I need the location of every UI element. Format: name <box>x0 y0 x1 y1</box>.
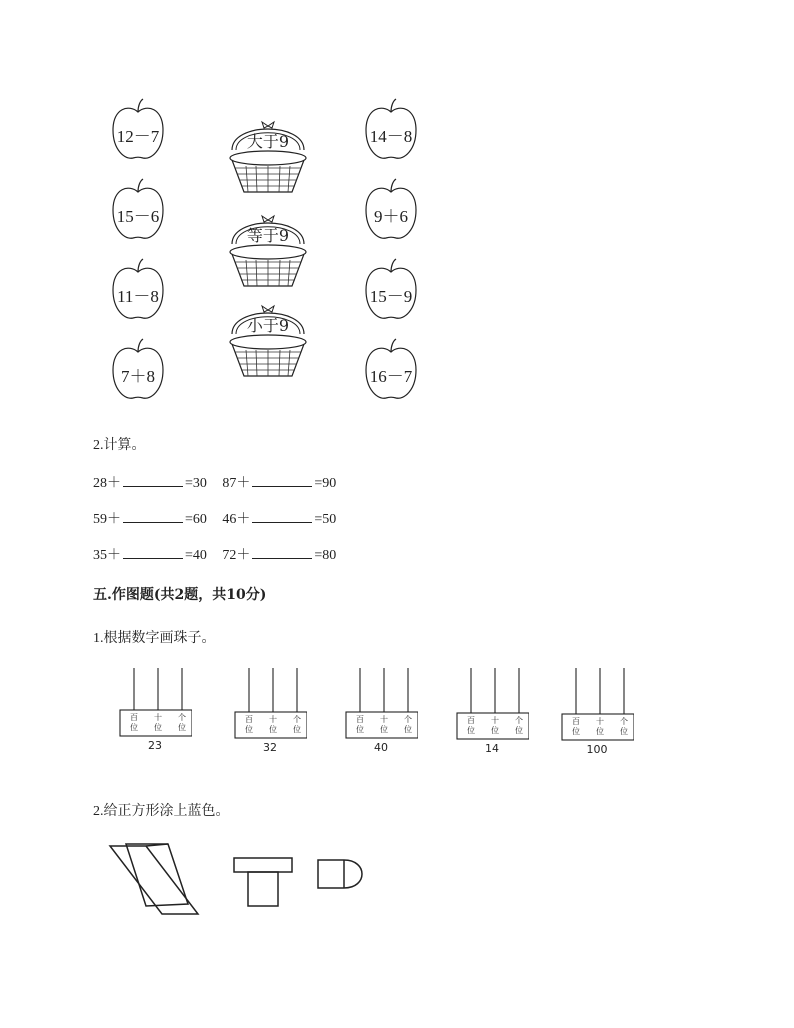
answer-blank[interactable] <box>252 474 312 487</box>
apple-expression: 7＋8 <box>121 367 155 386</box>
abacus-number: 23 <box>148 739 162 752</box>
calc-term: 28＋ <box>93 476 121 491</box>
place-label-ones: 个 位 <box>293 715 301 734</box>
t-shape <box>234 858 292 906</box>
basket-label: 大于9 <box>246 132 290 151</box>
calc-row-3 <box>93 544 336 564</box>
draw-question-2: 2.给正方形涂上蓝色。 <box>93 804 230 819</box>
answer-blank[interactable] <box>252 510 312 523</box>
abacus-number: 40 <box>374 741 388 754</box>
apple-expression: 15－6 <box>116 207 160 226</box>
apple-right-1 <box>362 98 420 164</box>
abacus-14 <box>455 666 529 766</box>
apple-right-4 <box>362 338 420 404</box>
abacus-number: 100 <box>586 743 608 756</box>
calc-result: =50 <box>314 512 337 527</box>
abacus-number: 32 <box>263 741 277 754</box>
apple-expression: 11－8 <box>117 287 159 306</box>
parallelogram-shape <box>110 844 198 914</box>
calc-row-2 <box>93 508 336 528</box>
place-label-ones: 个 位 <box>404 715 412 734</box>
d-shape <box>318 860 362 888</box>
basket-label: 等于9 <box>246 226 290 245</box>
answer-blank[interactable] <box>252 546 312 559</box>
calc-result: =90 <box>314 476 337 491</box>
apple-right-2 <box>362 178 420 244</box>
abacus-number: 14 <box>485 742 499 755</box>
basket-equal <box>226 208 310 290</box>
abacus-32 <box>233 666 307 766</box>
calc-result: =30 <box>185 476 207 491</box>
apple-expression: 15－9 <box>369 287 413 306</box>
place-label-tens: 十 位 <box>596 717 604 736</box>
draw-question-1: 1.根据数字画珠子。 <box>93 631 216 646</box>
calc-result: =80 <box>314 548 337 563</box>
abacus-23 <box>118 666 192 766</box>
answer-blank[interactable] <box>123 474 183 487</box>
place-label-tens: 十 位 <box>491 716 499 735</box>
calc-result: =40 <box>185 548 207 563</box>
place-label-hundreds: 百 位 <box>356 715 364 734</box>
answer-blank[interactable] <box>123 546 183 559</box>
apple-right-3 <box>362 258 420 324</box>
apple-expression: 16－7 <box>369 367 413 386</box>
basket-greater <box>226 114 310 196</box>
apple-left-1 <box>109 98 167 164</box>
question-2-title: 2.计算。 <box>93 438 146 453</box>
calc-term: 72＋ <box>222 548 251 563</box>
place-label-ones: 个 位 <box>515 716 523 735</box>
calc-term: 87＋ <box>222 476 251 491</box>
place-label-tens: 十 位 <box>380 715 388 734</box>
calc-term: 59＋ <box>93 512 121 527</box>
place-label-hundreds: 百 位 <box>572 717 580 736</box>
calc-row-1 <box>93 472 336 492</box>
calc-result: =60 <box>185 512 207 527</box>
apple-expression: 9＋6 <box>374 207 408 226</box>
abacus-40 <box>344 666 418 766</box>
place-label-hundreds: 百 位 <box>245 715 253 734</box>
place-label-hundreds: 百 位 <box>467 716 475 735</box>
abacus-100 <box>560 666 634 766</box>
shapes-figure <box>106 840 376 925</box>
basket-label: 小于9 <box>246 316 290 335</box>
basket-less <box>226 298 310 380</box>
place-label-hundreds: 百 位 <box>130 713 138 732</box>
place-label-tens: 十 位 <box>269 715 277 734</box>
apple-left-2 <box>109 178 167 244</box>
apple-expression: 12－7 <box>116 127 160 146</box>
section-5-title: 五.作图题(共2题，共10分) <box>93 587 267 603</box>
apple-left-3 <box>109 258 167 324</box>
place-label-ones: 个 位 <box>620 717 628 736</box>
place-label-ones: 个 位 <box>178 713 186 732</box>
apple-left-4 <box>109 338 167 404</box>
calc-term: 35＋ <box>93 548 121 563</box>
answer-blank[interactable] <box>123 510 183 523</box>
calc-term: 46＋ <box>222 512 251 527</box>
apple-expression: 14－8 <box>369 127 413 146</box>
place-label-tens: 十 位 <box>154 713 162 732</box>
